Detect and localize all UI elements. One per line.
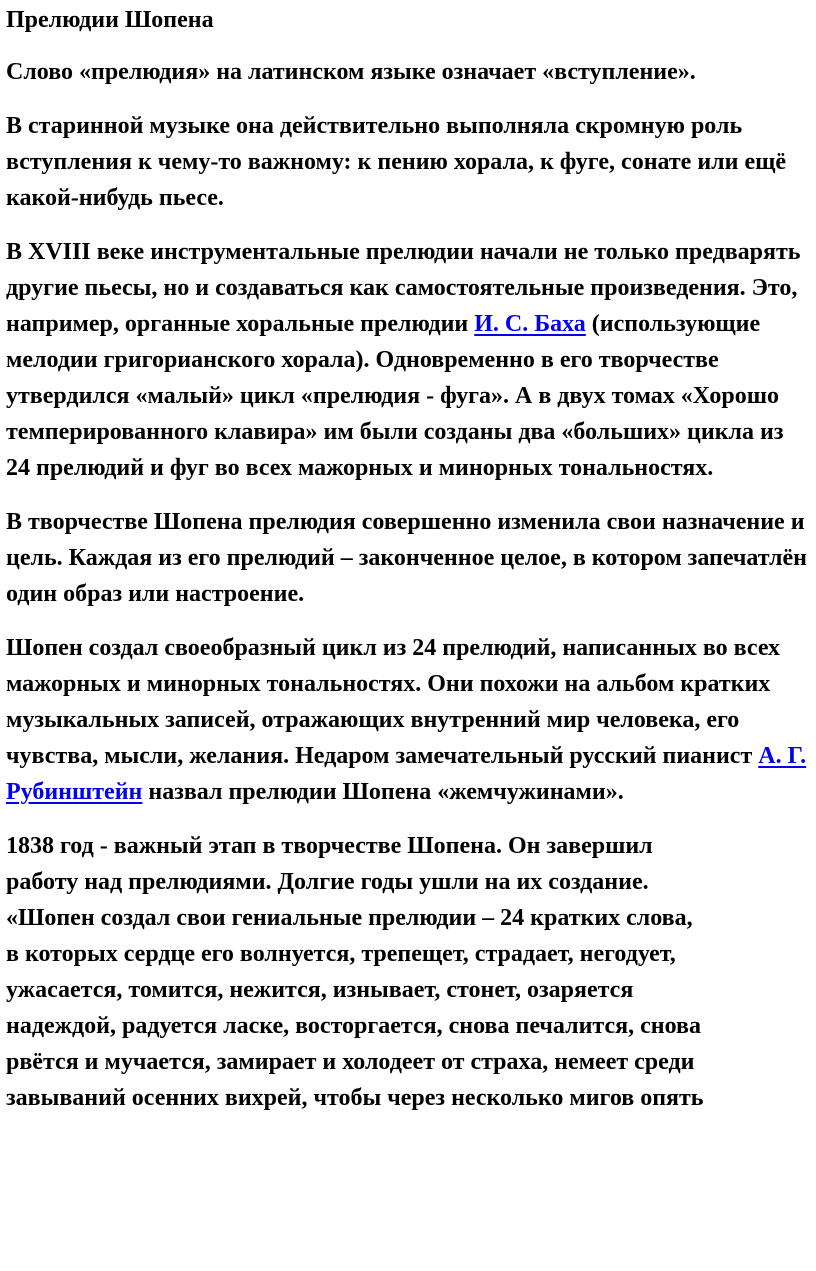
paragraph-chopin-prelude: В творчестве Шопена прелюдия совершенно изменила свои назначение и цель. Каждая из его прелюдий – законченное целое, в котором запечатлён один образ или настроение. xyxy=(6,509,807,607)
paragraph-1838-line: рвётся и мучается, замирает и холодеет от страха, немеет среди xyxy=(6,1049,695,1075)
paragraph-1838-line: надеждой, радуется ласке, восторгается, снова печалится, снова xyxy=(6,1013,701,1039)
paragraph-1838-line: в которых сердце его волнуется, трепещет, страдает, негодует, xyxy=(6,941,676,967)
rubinstein-link[interactable]: А. Г. Рубинштейн xyxy=(6,743,807,805)
paragraph-xviii-century xyxy=(6,234,810,486)
paragraph-1838-line: завываний осенних вихрей, чтобы через несколько мигов опять xyxy=(6,1085,704,1111)
paragraph-1838-line: «Шопен создал свои гениальные прелюдии – 24 кратких слова, xyxy=(6,905,693,931)
paragraph-1838-line: работу над прелюдиями. Долгие годы ушли на их создание. xyxy=(6,869,649,895)
paragraph-old-music: В старинной музыке она действительно выполняла скромную роль вступления к чему-то важному: к пению хорала, к фуге, сонате или ещё какой-нибудь пьесе. xyxy=(6,113,787,211)
paragraph-1838-line: 1838 год - важный этап в творчестве Шопена. Он завершил xyxy=(6,833,653,859)
paragraph-1838-line: ужасается, томится, нежится, изнывает, стонет, озаряется xyxy=(6,977,634,1003)
paragraph-cycle-text-before: Шопен создал своеобразный цикл из 24 прелюдий, написанных во всех мажорных и минорных тональностях. Они похожи на альбом кратких музыкальных записей, отражающих внутренний мир человека, его чувства, мысли, желания. Недаром замечательный русский пианист xyxy=(6,635,780,769)
bach-link[interactable]: И. С. Баха xyxy=(474,311,586,337)
paragraph-xviii-text-before: В XVIII веке инструментальные прелюдии начали не только предварять другие пьесы, но и создаваться как самостоятельные произведения. Это, например, органные хоральные прелюдии xyxy=(6,239,801,337)
paragraph-chopin-cycle xyxy=(6,630,810,810)
paragraph-prelude-meaning: Слово «прелюдия» на латинском языке означает «вступление». xyxy=(6,59,696,85)
paragraph-1838 xyxy=(6,828,810,1116)
page-title: Прелюдии Шопена xyxy=(6,7,214,33)
paragraph-cycle-text-after: назвал прелюдии Шопена «жемчужинами». xyxy=(142,779,624,805)
paragraph-xviii-text-after: (использующие мелодии григорианского хорала). Одновременно в его творчестве утвердился «малый» цикл «прелюдия - фуга». А в двух томах «Хорошо темперированного клавира» им были созданы два «больших» цикла из 24 прелюдий и фуг во всех мажорных и минорных тональностях. xyxy=(6,311,784,481)
